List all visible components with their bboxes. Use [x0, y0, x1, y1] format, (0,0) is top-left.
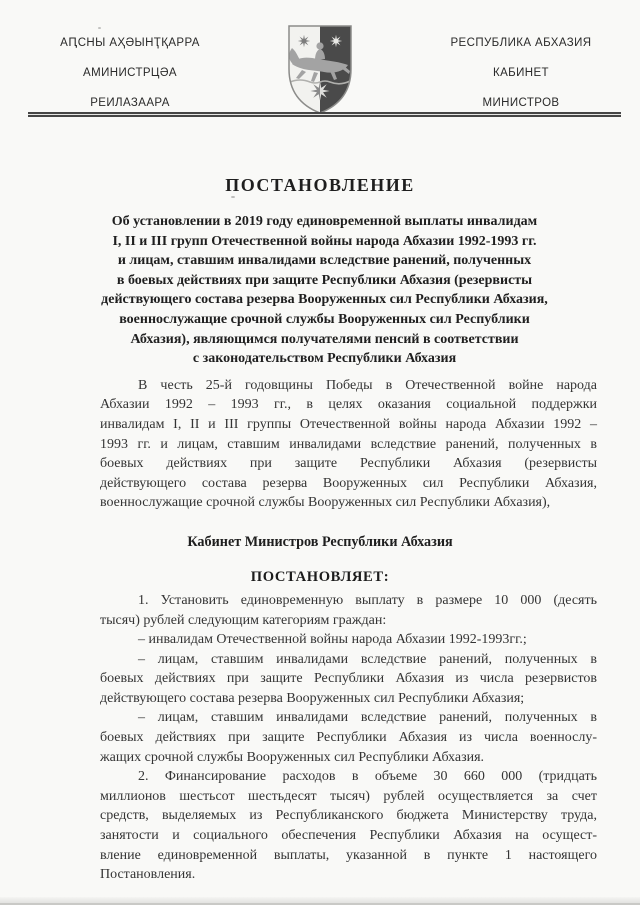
abkhazia-coat-of-arms-icon: [284, 23, 356, 116]
text-line: Абхазии 1992 – 1993 гг., в целях оказания социальной поддержки: [100, 397, 597, 413]
text-line: КАБИНЕТ: [493, 67, 549, 79]
text-line: занятости и социального обеспечения Республики Абхазия на осущест-: [100, 828, 597, 844]
text-line: I, II и III групп Отечественной войны народа Абхазии 1992-1993 гг.: [112, 233, 537, 249]
text-line: инвалидам I, II и III группы Отечественной войны народа Абхазии 1992 –: [100, 416, 597, 432]
text-line: действующего состава резерва Вооруженных сил Республики Абхазия,: [100, 475, 597, 491]
resolves-line: ПОСТАНОВЛЯЕТ:: [250, 568, 390, 585]
letterhead-russian-text: [416, 28, 626, 118]
authority-line: Кабинет Министров Республики Абхазия: [187, 533, 453, 550]
text-line: 2. Финансирование расходов в объеме 30 660 000 (тридцать: [138, 769, 597, 785]
text-line: жащих срочной службы Вооруженных сил Республики Абхазия.: [100, 749, 485, 765]
text-line: Об установлении в 2019 году единовременной выплаты инвалидам: [111, 214, 538, 229]
text-line: – инвалидам Отечественной войны народа Абхазии 1992-1993гг.;: [138, 632, 527, 648]
document-body: [0, 117, 640, 885]
item-1-paragraph: [100, 591, 597, 630]
scan-speck: [231, 196, 235, 198]
text-line: Абхазия), являющимся получателями пенсий в соответствии: [130, 331, 519, 347]
text-line: 1993 гг. и лицам, ставшим инвалидами вследствие ранений, полученных в: [100, 436, 597, 452]
text-line: АԤСНЫ АҲӘЫНҬҚАРРА: [60, 37, 200, 49]
text-line: военнослужащие срочной службы Вооруженных сил Республики Абхазия),: [100, 495, 551, 511]
item-2-paragraph: [100, 767, 597, 885]
text-line: боевых действиях при защите Республики Абхазия (резервисты: [100, 456, 597, 472]
text-line: Постановления.: [100, 867, 196, 883]
text-line: военнослужащие срочной службы Вооруженных сил Республики: [119, 311, 530, 327]
text-line: и лицам, ставшим инвалидами вследствие ранений, полученных: [117, 253, 532, 269]
resolution-items: [0, 591, 640, 885]
text-line: боевых действиях при защите Республики Абхазия из числа военнослу-: [100, 730, 597, 746]
text-line: боевых действиях при защите Республики Абхазия из числа резервистов: [100, 671, 597, 687]
text-line: РЕСПУБЛИКА АБХАЗИЯ: [450, 37, 592, 49]
item-1-dash-1: [100, 630, 597, 650]
preamble-paragraph: [0, 376, 640, 513]
letterhead-abkhaz-text: [25, 28, 235, 118]
text-line: РЕИЛАЗААРА: [90, 97, 170, 109]
document-subject: [0, 212, 640, 369]
text-line: АМИНИСТРЦӘА: [83, 67, 177, 79]
text-line: В честь 25-й годовщины Победы в Отечественной войне народа: [138, 377, 597, 393]
text-line: действующего состава резерва Вооруженных сил Республики Абхазия,: [101, 292, 548, 308]
text-line: – лицам, ставшим инвалидами вследствие ранений, полученных в: [138, 710, 597, 726]
text-line: миллионов шестьсот шестьдесят тысяч) рублей осуществляется за счет: [100, 788, 597, 804]
item-1-dash-2: [100, 650, 597, 709]
text-line: – лицам, ставшим инвалидами вследствие ранений, полученных в: [138, 651, 597, 667]
text-line: в боевых действиях при защите Республики Абхазия (резервисты: [116, 272, 533, 288]
text-line: действующего состава резерва Вооруженных сил Республики Абхазия;: [100, 690, 525, 706]
text-line: МИНИСТРОВ: [482, 97, 560, 109]
text-line: вление единовременной выплаты, указанной в пункте 1 настоящего: [100, 847, 597, 863]
text-line: тысяч) рублей следующим категориям граждан:: [100, 612, 387, 628]
text-line: средств, выделяемых из Республиканского бюджета Министерству труда,: [100, 808, 597, 824]
text-line: 1. Установить единовременную выплату в размере 10 000 (десять: [138, 592, 597, 608]
item-1-dash-3: [100, 708, 597, 767]
text-line: с законодательством Республики Абхазия: [192, 351, 457, 367]
scan-speck: [98, 27, 101, 29]
document-title: ПОСТАНОВЛЕНИЕ: [225, 175, 415, 195]
